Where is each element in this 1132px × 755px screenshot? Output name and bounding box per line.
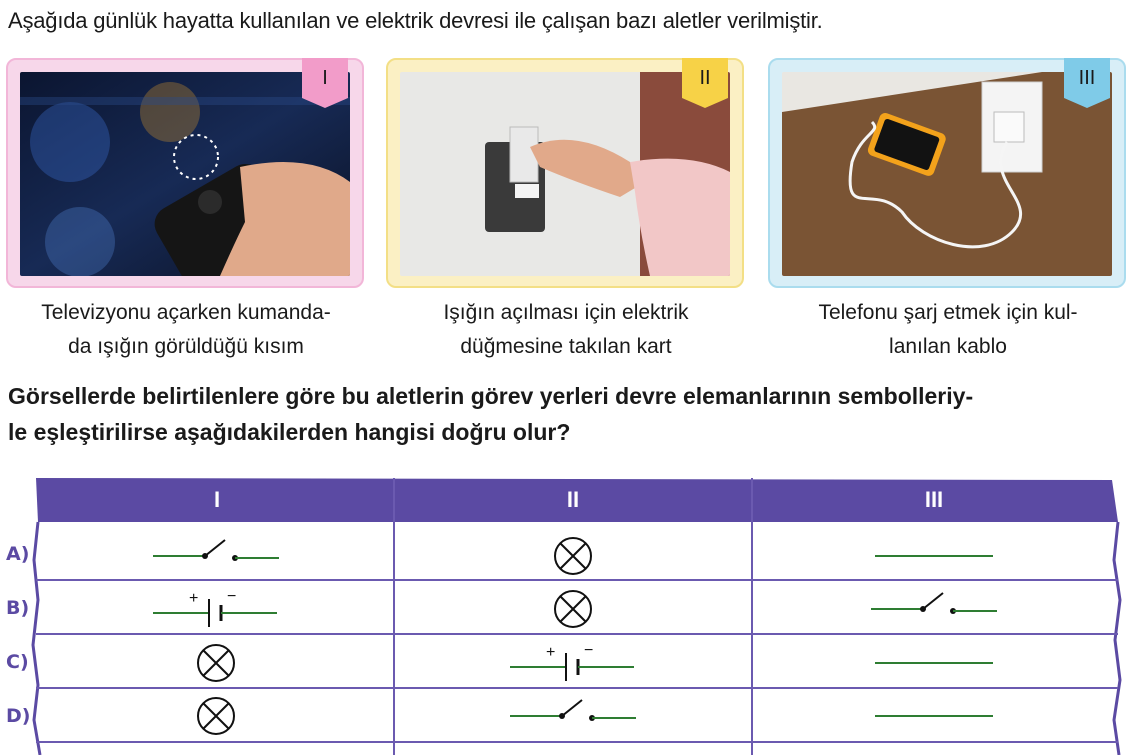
svg-text:−: −	[227, 588, 237, 605]
svg-text:−: −	[584, 642, 594, 659]
wire-symbol-icon	[871, 534, 997, 578]
caption-line: da ışığın görüldüğü kısım	[68, 335, 304, 358]
column-header-2: II	[566, 487, 580, 512]
caption-line: Televizyonu açarken kumanda-	[41, 301, 331, 324]
option-label-c[interactable]: C)	[6, 651, 29, 673]
question-line: Görsellerde belirtilenlere göre bu aletlerin görev yerleri devre elemanlarının sembolleriy-	[8, 383, 974, 409]
battery-symbol-icon	[153, 587, 279, 631]
intro-text: Aşağıda günlük hayatta kullanılan ve elektrik devresi ile çalışan bazı aletler verilmiştir.	[8, 8, 823, 33]
wire-symbol-icon	[871, 641, 997, 685]
switch-symbol-icon	[871, 587, 997, 631]
caption-line: Işığın açılması için elektrik	[443, 301, 689, 324]
wire-symbol-icon	[871, 694, 997, 738]
tag-badge	[682, 58, 728, 108]
caption-key-card	[386, 296, 746, 364]
caption-remote	[6, 296, 366, 364]
option-label-a[interactable]: A)	[6, 543, 30, 565]
caption-line: lanılan kablo	[889, 335, 1007, 358]
svg-text:+: +	[189, 590, 199, 607]
lamp-symbol-icon	[153, 641, 279, 685]
key-card-photo	[400, 72, 730, 276]
lamp-symbol-icon	[510, 534, 636, 578]
question-line: le eşleştirilirse aşağıdakilerden hangisi doğru olur?	[8, 419, 571, 445]
column-header-1: I	[213, 487, 221, 512]
tag-badge	[302, 58, 348, 108]
charging-cable-photo	[782, 72, 1112, 276]
tag-label: III	[1078, 67, 1096, 89]
column-header-3: III	[924, 487, 944, 512]
svg-text:+: +	[546, 644, 556, 661]
card-remote-control	[6, 58, 364, 288]
switch-symbol-icon	[153, 534, 279, 578]
caption-cable	[768, 296, 1128, 364]
caption-line: düğmesine takılan kart	[460, 335, 672, 358]
tag-badge	[1064, 58, 1110, 108]
tag-label: II	[699, 67, 711, 89]
option-label-b[interactable]: B)	[6, 597, 30, 619]
question-text	[8, 378, 1128, 450]
caption-line: Telefonu şarj etmek için kul-	[818, 301, 1078, 324]
switch-symbol-icon	[510, 694, 636, 738]
lamp-symbol-icon	[153, 694, 279, 738]
option-label-d[interactable]: D)	[6, 705, 31, 727]
card-charging-cable	[768, 58, 1126, 288]
tag-label: I	[322, 67, 328, 89]
card-key-card	[386, 58, 744, 288]
remote-control-photo	[20, 72, 350, 276]
lamp-symbol-icon	[510, 587, 636, 631]
battery-symbol-icon	[510, 641, 636, 685]
